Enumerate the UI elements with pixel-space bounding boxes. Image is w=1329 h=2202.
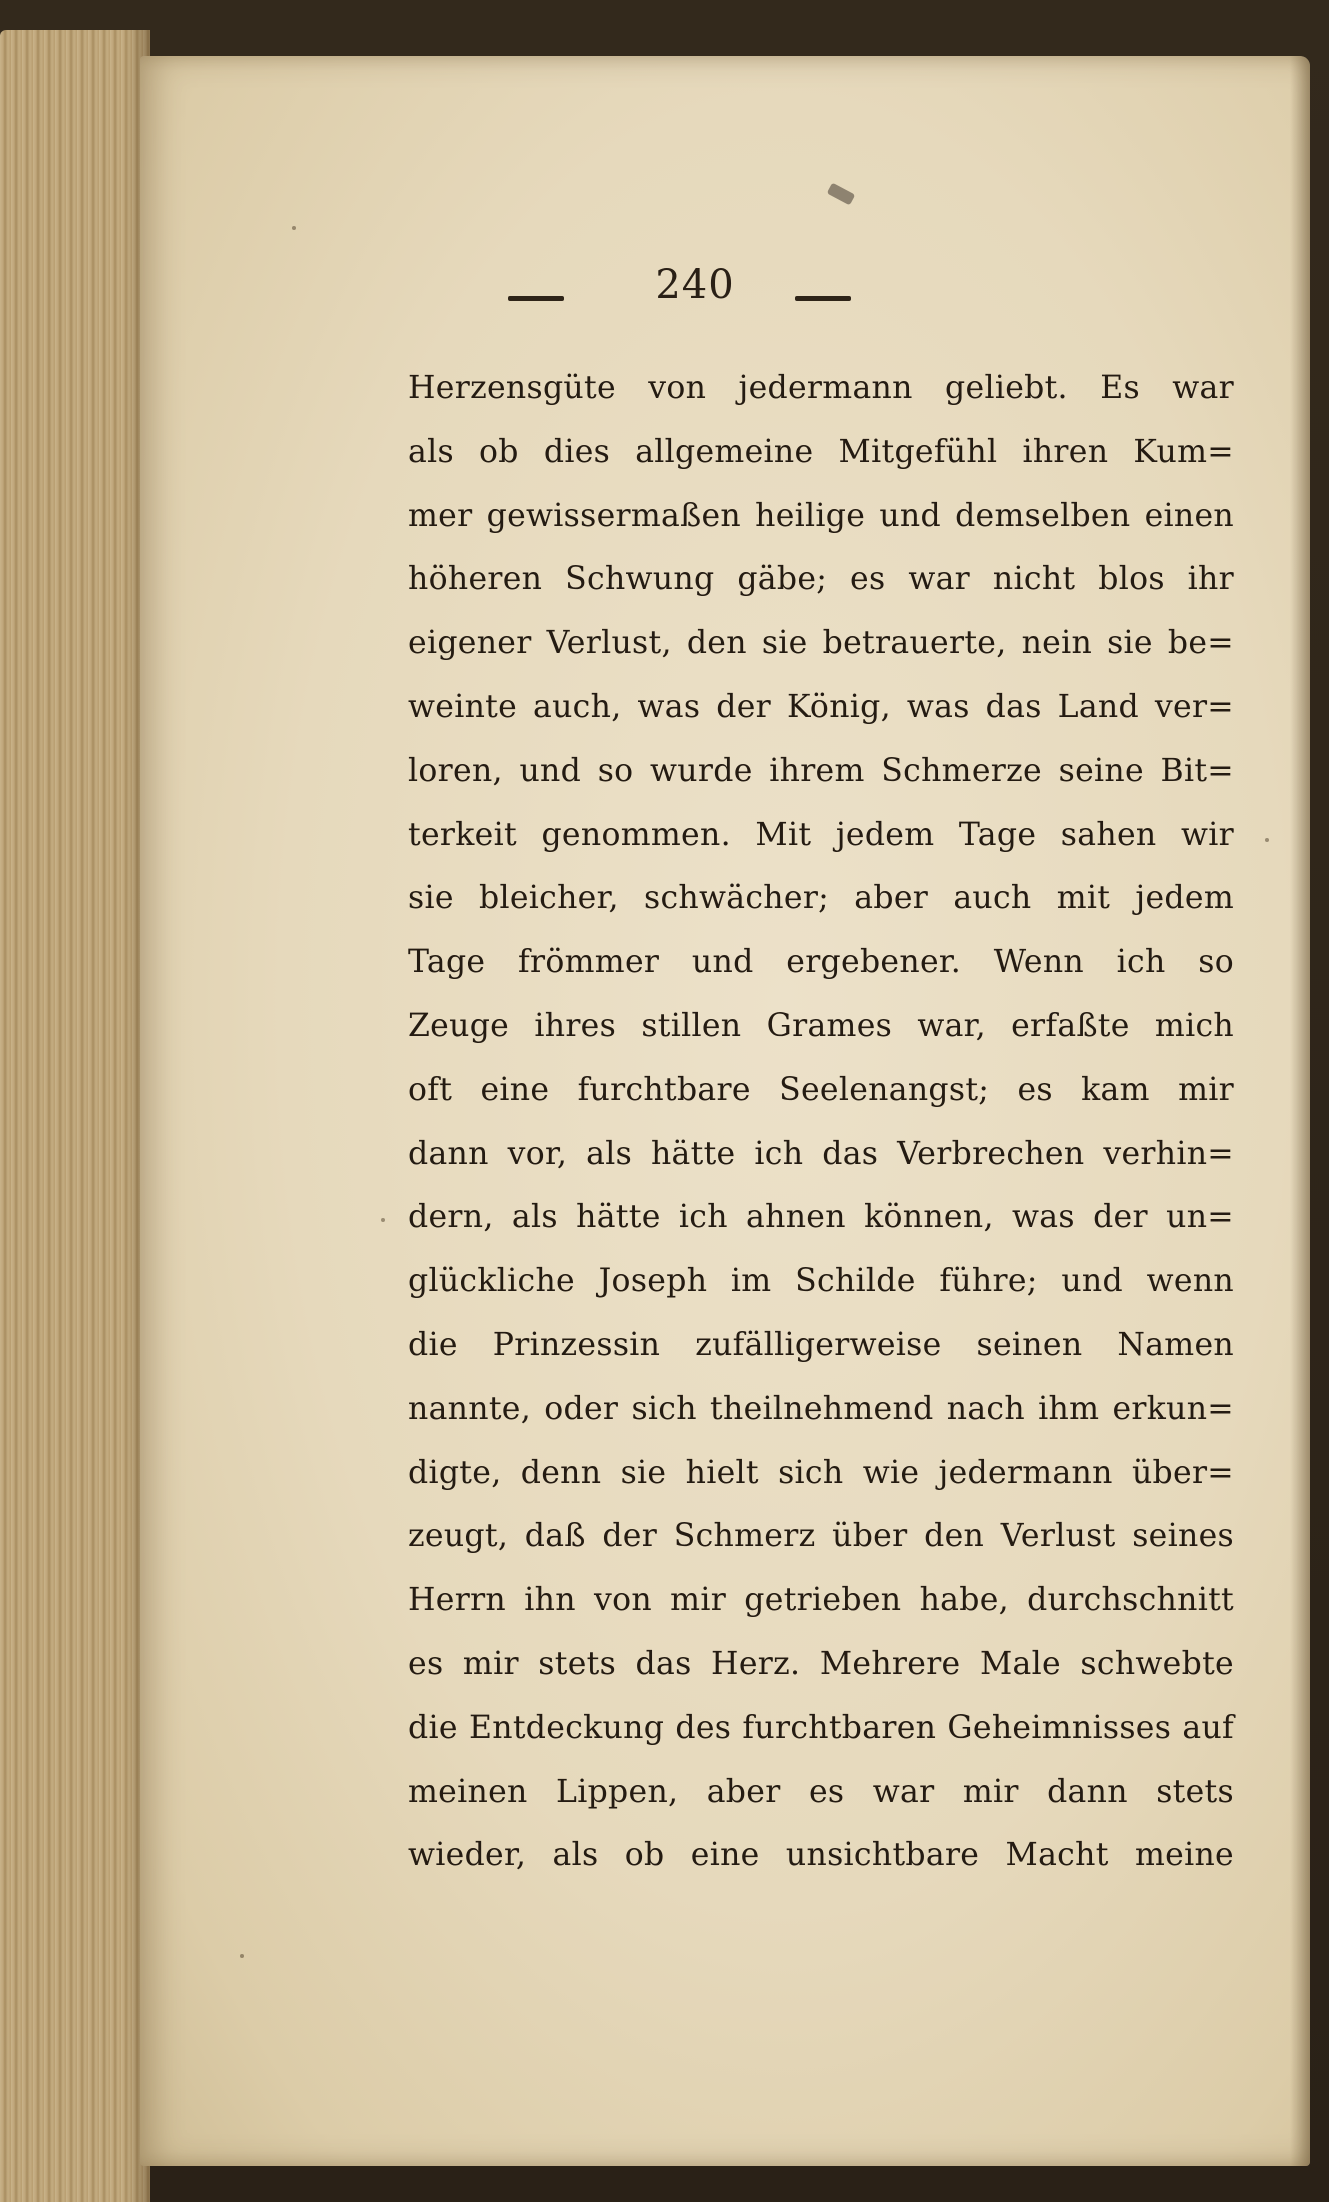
- text-line: Zeuge ihres stillen Grames war, erfaßte mich: [408, 1007, 1234, 1044]
- text-line: glückliche Joseph im Schilde führe; und wenn: [408, 1263, 1234, 1300]
- page-edge-shadow: [1290, 56, 1310, 2166]
- text-line: oft eine furchtbare Seelenangst; es kam mir: [408, 1071, 1234, 1108]
- text-line: dern, als hätte ich ahnen können, was der un=: [408, 1199, 1234, 1236]
- text-line: mer gewissermaßen heilige und demselben einen: [408, 497, 1234, 534]
- text-line: höheren Schwung gäbe; es war nicht blos ihr: [408, 561, 1234, 598]
- text-line: loren, und so wurde ihrem Schmerze seine Bit=: [408, 752, 1234, 789]
- text-line: terkeit genommen. Mit jedem Tage sahen wir: [408, 816, 1234, 853]
- text-line: als ob dies allgemeine Mitgefühl ihren Kum=: [408, 433, 1234, 470]
- text-line: eigener Verlust, den sie betrauerte, nein sie be=: [408, 625, 1234, 662]
- book-page-edges: [0, 30, 150, 2202]
- text-line: Herrn ihn von mir getrieben habe, durchschnitt: [408, 1582, 1234, 1619]
- text-line: Tage frömmer und ergebener. Wenn ich so: [408, 944, 1234, 981]
- header-dash-right: [795, 296, 851, 301]
- text-line: die Prinzessin zufälligerweise seinen Namen: [408, 1326, 1234, 1363]
- page-number: 240: [655, 262, 735, 308]
- paper-speck: [381, 1218, 385, 1222]
- page-header: [0, 262, 1329, 332]
- text-line: zeugt, daß der Schmerz über den Verlust seines: [408, 1518, 1234, 1555]
- header-dash-left: [508, 296, 564, 301]
- text-line: meinen Lippen, aber es war mir dann stets: [408, 1773, 1234, 1810]
- text-line: dann vor, als hätte ich das Verbrechen verhin=: [408, 1135, 1234, 1172]
- text-line: weinte auch, was der König, was das Land ver=: [408, 688, 1234, 725]
- paper-speck: [1265, 838, 1269, 842]
- text-line: es mir stets das Herz. Mehrere Male schwebte: [408, 1645, 1234, 1682]
- text-line: digte, denn sie hielt sich wie jedermann über=: [408, 1454, 1234, 1491]
- text-line: sie bleicher, schwächer; aber auch mit jedem: [408, 880, 1234, 917]
- text-line: nannte, oder sich theilnehmend nach ihm erkun=: [408, 1390, 1234, 1427]
- text-line: die Entdeckung des furchtbaren Geheimnisses auf: [408, 1709, 1234, 1746]
- paper-speck: [240, 1954, 244, 1958]
- body-text: [408, 357, 1234, 1888]
- paper-speck: [292, 226, 296, 230]
- text-line: wieder, als ob eine unsichtbare Macht meine: [408, 1837, 1234, 1874]
- text-line: Herzensgüte von jedermann geliebt. Es war: [408, 370, 1234, 406]
